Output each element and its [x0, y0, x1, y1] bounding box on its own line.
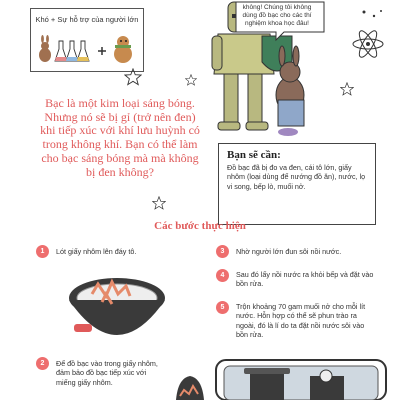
step-number-badge: 5 — [216, 301, 229, 314]
step-text: Để đồ bạc vào trong giấy nhôm, đảm bảo đồ bạc tiếp xúc với miếng giấy nhôm. — [56, 359, 158, 387]
step-text: Trộn khoảng 70 gam muối nở cho mỗi lít nước. Hỗn hợp có thể sẽ phun trào ra ngoài, đó là lí do ta đặt nồi nước sôi vào bồn rửa. — [236, 302, 366, 340]
star-icon — [185, 74, 197, 86]
difficulty-icons — [35, 31, 139, 67]
sparkle-icon — [360, 8, 384, 22]
step-text: Nhờ người lớn đun sôi nồi nước. — [236, 247, 342, 256]
difficulty-label: Khó + Sự hỗ trợ của người lớn — [35, 15, 139, 24]
materials-box — [218, 143, 376, 225]
step-number-badge: 1 — [36, 245, 49, 258]
step-number-badge: 3 — [216, 245, 229, 258]
step-number-badge: 4 — [216, 269, 229, 282]
star-icon — [152, 196, 166, 210]
speech-text: không! Chúng tôi không dùng đồ bạc cho các thí nghiệm khoa học đâu! — [242, 4, 312, 27]
plus-icon — [98, 47, 106, 55]
materials-list: Đồ bạc đã bị đo va đen, cái tô lớn, giấy nhôm (loại dùng để nướng đồ ăn), nước, lọ vi song, bếp lò, muối nở. — [227, 163, 366, 191]
difficulty-box — [30, 8, 144, 72]
adult-helper-icon — [114, 36, 132, 63]
star-icon — [124, 68, 142, 86]
steps-heading: Các bước thực hiện — [154, 220, 246, 232]
step-text: Lót giấy nhôm lên đáy tô. — [56, 247, 137, 256]
star-icon — [340, 82, 354, 96]
sink-illustration — [214, 356, 388, 400]
intro-paragraph: Bạc là một kim loại sáng bóng. Nhưng nó sẽ bị gỉ (trở nên đen) khi tiếp xúc với khí lưu huỳnh có trong không khí. Bạn có thể làm cho bạc sáng bóng mà mà không bị đen không? — [40, 96, 200, 179]
step-text: Sau đó lấy nồi nước ra khỏi bếp và đặt vào bồn rửa. — [236, 270, 374, 289]
foil-illustration — [170, 370, 208, 400]
step-number-badge: 2 — [36, 357, 49, 370]
materials-title: Bạn sẽ cần: — [227, 149, 281, 161]
atom-icon — [350, 26, 386, 62]
flask-icon — [55, 41, 89, 61]
rabbit-icon — [39, 35, 51, 62]
bowl-illustration — [62, 268, 172, 346]
